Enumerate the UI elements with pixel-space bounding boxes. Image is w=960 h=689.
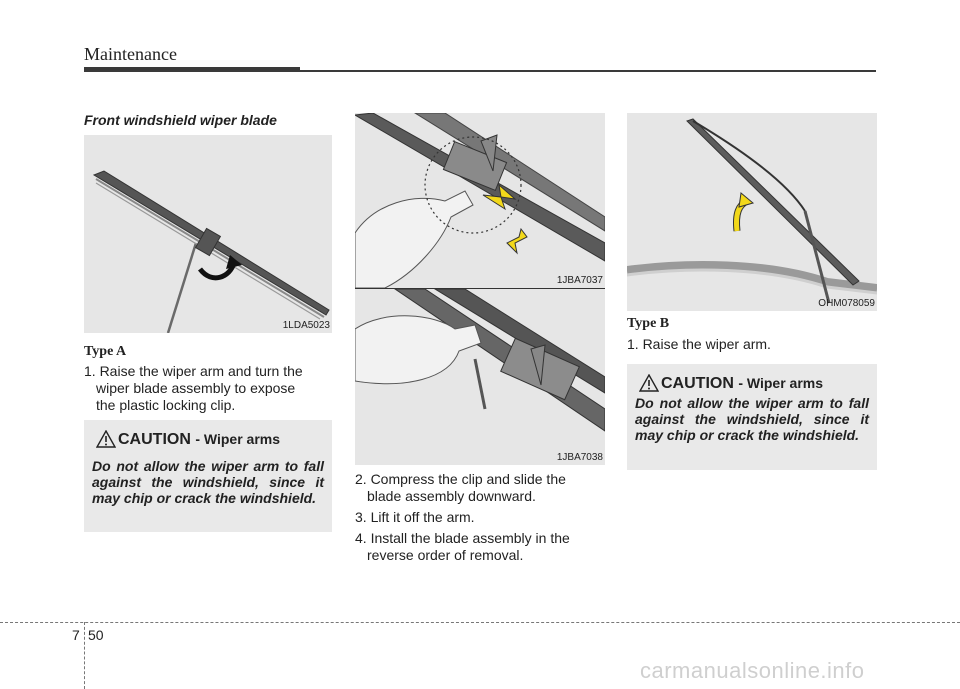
site-watermark: carmanualsonline.info	[640, 658, 865, 683]
warning-triangle-icon	[96, 430, 116, 448]
page-number: 50	[88, 627, 104, 643]
figure-wiper-type-b	[627, 113, 877, 311]
header-rule-thin	[300, 70, 876, 72]
figure-label: OHM078059	[818, 298, 875, 309]
step-line: 2. Compress the clip and slide the	[355, 471, 566, 487]
footer-rule	[0, 622, 960, 623]
step-line: 3. Lift it off the arm.	[355, 509, 475, 525]
step-line: reverse order of removal.	[367, 547, 524, 563]
middle-steps	[355, 471, 607, 564]
step-line: the plastic locking clip.	[96, 397, 236, 413]
figure-wiper-type-a	[84, 135, 332, 333]
figure-lift-off	[355, 288, 605, 465]
caution-box-type-b	[627, 364, 877, 470]
warning-triangle-icon	[639, 374, 659, 392]
caution-box-type-a	[84, 420, 332, 532]
chapter-number: 7	[72, 627, 80, 643]
page-header-title: Maintenance	[84, 44, 177, 64]
type-a-step-1	[84, 363, 334, 414]
caution-title: CAUTION	[118, 431, 191, 448]
caution-subtitle: - Wiper arms	[195, 431, 281, 447]
lift-off-illustration	[355, 289, 605, 465]
section-title: Front windshield wiper blade	[84, 112, 277, 128]
step-line: 4. Install the blade assembly in the	[355, 530, 570, 546]
caution-body: Do not allow the wiper arm to fall against the windshield, since it may chip or crack the windshield.	[92, 458, 324, 506]
figure-label: 1JBA7037	[556, 275, 603, 286]
type-b-heading: Type B	[627, 316, 670, 331]
caution-body: Do not allow the wiper arm to fall against the windshield, since it may chip or crack the windshield.	[635, 395, 869, 443]
step-line: 1. Raise the wiper arm and turn the	[84, 363, 303, 379]
type-b-step-1: 1. Raise the wiper arm.	[627, 336, 771, 352]
wiper-type-b-illustration	[627, 113, 877, 311]
caution-subtitle: - Wiper arms	[738, 375, 824, 391]
figure-label: 1LDA5023	[282, 320, 330, 331]
step-line: wiper blade assembly to expose	[96, 380, 296, 396]
header-rule-thick	[84, 67, 300, 72]
caution-heading	[118, 431, 280, 449]
type-a-heading: Type A	[84, 344, 127, 359]
figure-clip-compress	[355, 113, 605, 288]
wiper-type-a-illustration	[84, 135, 332, 333]
caution-heading	[661, 375, 823, 393]
step-line: blade assembly downward.	[367, 488, 536, 504]
footer-divider	[84, 622, 85, 689]
figure-label: 1JBA7038	[556, 452, 603, 463]
clip-compress-illustration	[355, 113, 605, 288]
caution-title: CAUTION	[661, 375, 734, 392]
